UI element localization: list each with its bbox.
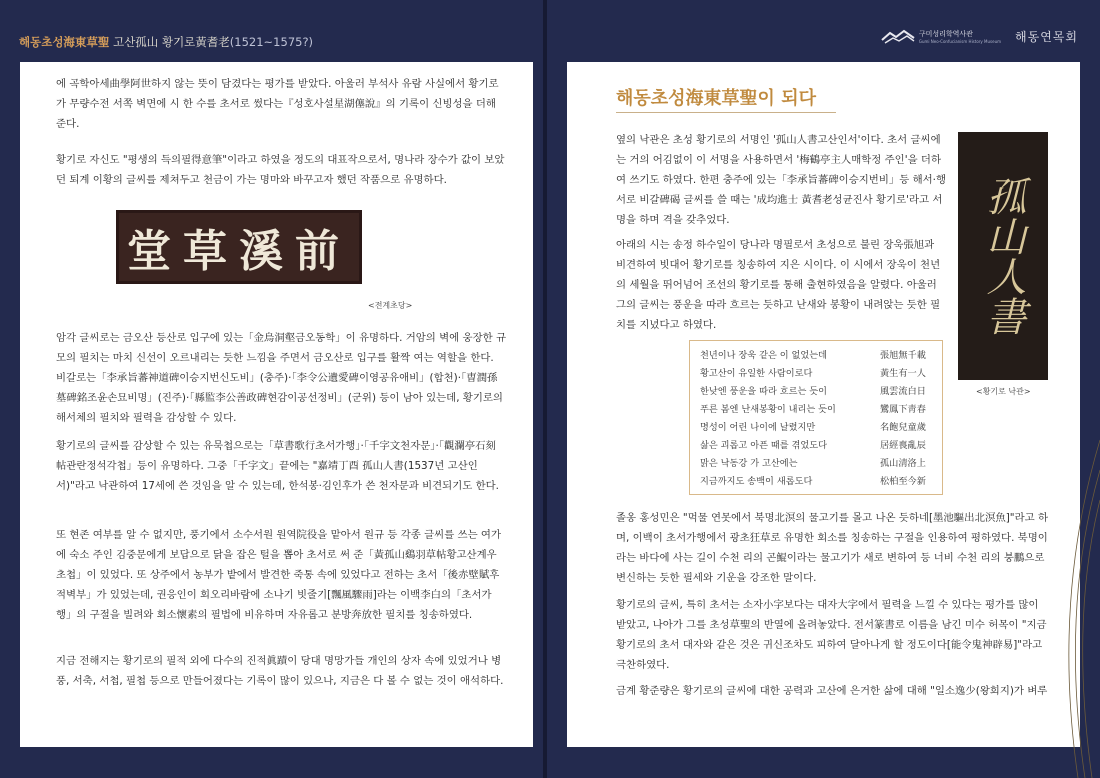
poem-line-hanja: 名飽兒童歲 bbox=[880, 422, 926, 433]
right-text-panel bbox=[567, 62, 1080, 747]
right-header bbox=[547, 0, 1100, 60]
title-underline bbox=[616, 112, 836, 113]
museum-logo bbox=[881, 29, 1001, 45]
poem-line-korean: 지금까지도 송백이 새롭도다 bbox=[700, 476, 813, 487]
poem-line-hanja: 張旭無千載 bbox=[880, 350, 926, 361]
running-title-main: 고산孤山 황기로黃耆老 bbox=[109, 35, 230, 49]
poem-line-hanja: 松柏至今新 bbox=[880, 476, 926, 487]
poem-line bbox=[700, 455, 936, 472]
poem-line-korean: 명성이 어린 나이에 날렸지만 bbox=[700, 422, 816, 433]
seal-caption: <황기로 낙관> bbox=[976, 387, 1031, 396]
poem-line-korean: 천년이나 장욱 같은 이 없었는데 bbox=[700, 350, 828, 361]
section-title: 해동초성海東草聖이 되다 bbox=[616, 88, 816, 109]
poem-line-korean: 한낮엔 풍운을 따라 흐르는 듯이 bbox=[700, 386, 828, 397]
right-paragraph-2: 아래의 시는 송정 하수일이 당나라 명필로서 초성으로 불린 장욱張旭과 비견하여 빗대어 황기로를 칭송하여 지은 시이다. 이 시에서 장욱이 천년의 세월을 뛰어넘어 조선의 황기로를 통해 출현하였음을 알렸다. 아울러 그의 글씨는 풍운을 따라 흐르는 듯하고 난새와 봉황이 내려앉는 듯한 필치를 지녔다고 하였다. bbox=[616, 239, 941, 331]
poem-line-korean: 푸른 봄엔 난새봉황이 내리는 듯이 bbox=[700, 404, 836, 415]
museum-name: 구미성리학역사관 bbox=[918, 29, 973, 38]
running-title bbox=[19, 34, 313, 50]
right-paragraph-4: 황기로의 글씨, 특히 초서는 소자小字보다는 대자大字에서 필력을 느낄 수 있다는 평가를 많이 받았고, 나아가 그를 초성草聖의 반열에 올려놓았다. 전서篆書로 이름을 남긴 미수 허목이 "지금 황기로의 초서 대자와 같은 것은 귀신조차도 피하여 달아나게 할 정도이다[能令鬼神辟易]"라고 극찬하였다. bbox=[616, 599, 1047, 671]
plaque-calligraphy: 堂草溪前 bbox=[127, 226, 351, 277]
left-header bbox=[0, 0, 543, 60]
poem-line-korean: 맑은 낙동강 가 고산에는 bbox=[700, 458, 798, 469]
poem-line bbox=[700, 473, 936, 490]
poem-box bbox=[689, 340, 943, 495]
right-paragraph-3: 졸옹 홍성민은 "먹물 연못에서 북명北溟의 물고기를 몰고 나온 듯하네[墨池驅出北溟魚]"라고 하며, 이백이 초서가행에서 광초狂草로 유명한 회소를 칭송하는 구절을 인용하여 평하였다. 북명이라는 바다에 사는 길이 수천 리의 곤鯤이라는 물고기가 새로 변하여 등 너비 수천 리의 붕鵬으로 변신하는 듯한 필세와 기운을 강조한 말이다. bbox=[616, 512, 1048, 584]
poem-line-korean: 삶은 괴롭고 아픈 때를 겪었도다 bbox=[700, 440, 828, 451]
left-page bbox=[0, 0, 543, 778]
jeongye-chodang-plaque-image bbox=[116, 210, 362, 284]
left-paragraph-4: 황기로의 글씨를 감상할 수 있는 유묵첩으로는「草書歌行초서가행」·「千字文천자문」·「觀瀾亭石刻帖관란정석각첩」등이 유명하다. 그중「千字文」끝에는 "嘉靖丁酉 孤山人書(1537년 고산인서)"라고 낙관하여 17세에 쓴 것임을 알 수 있는데, 한석봉·김인후가 쓴 천자문과 비견되기도 한다. bbox=[56, 440, 499, 492]
plaque-caption: <전계초당> bbox=[368, 301, 413, 310]
poem-line bbox=[700, 419, 936, 436]
left-paragraph-2: 황기로 자신도 "평생의 득의필得意筆"이라고 하였을 정도의 대표작으로서, 명나라 장수가 값이 보았던 퇴계 이황의 글씨를 제쳐두고 천금이 가는 명마와 바꾸고자 했던 작품으로 유명하다. bbox=[56, 154, 505, 186]
poem-line-hanja: 風雲流白日 bbox=[880, 386, 926, 397]
poem-line-hanja: 黃生有一人 bbox=[880, 368, 926, 379]
left-text-panel bbox=[20, 62, 533, 747]
left-paragraph-1: 에 곡학아세曲學阿世하지 않는 뜻이 담겼다는 평가를 받았다. 아울러 부석사 유람 사실에서 황기로가 무량수전 서쪽 벽면에 시 한 수를 초서로 썼다는『성호사설星湖僿說』의 기록이 신빙성을 더해 준다. bbox=[56, 78, 499, 130]
poem-line-hanja: 鸞鳳下靑春 bbox=[880, 404, 926, 415]
running-title-years: (1521~1575?) bbox=[229, 35, 314, 49]
poem-line-hanja: 居經喪亂辰 bbox=[880, 440, 926, 451]
museum-roof-icon bbox=[881, 29, 915, 45]
left-paragraph-5: 또 현존 여부를 알 수 없지만, 풍기에서 소수서원 원역院役을 맡아서 원규 등 각종 글씨를 쓰는 여가에 숙소 주인 김중문에게 보답으로 닭을 잡은 털을 뽑아 초서로 써 준「黃孤山鷄羽草帖황고산계우초첩」이 있었다. 또 상주에서 농부가 밭에서 발견한 죽통 속에 있었다고 전하는 초서「後赤壁賦후적벽부」가 있었는데, 권응인이 회오리바람에 소나기 빗줄기[飄風驟雨]라는 이백李白의「초서가행」의 구절을 빌려와 회소懷素의 필법에 비유하며 자유롭고 분방奔放한 필치를 칭송하였다. bbox=[56, 529, 502, 621]
poem-line bbox=[700, 401, 936, 418]
poem-line-korean: 황고산이 유일한 사람이로다 bbox=[700, 368, 813, 379]
seal-calligraphy: 孤山人書 bbox=[980, 176, 1026, 336]
poem-line bbox=[700, 365, 936, 382]
calligraphy-society-logo: 해동연목회 bbox=[1015, 30, 1078, 44]
poem-line bbox=[700, 347, 936, 364]
right-paragraph-1: 옆의 낙관은 초성 황기로의 서명인 '孤山人書고산인서'이다. 초서 글씨에는 거의 어김없이 이 서명을 사용하면서 '梅鶴亭主人매학정 주인'을 더하여 쓰기도 하였다. 한편 충주에 있는「李承旨蕃碑이승지번비」등 해서·행서로 비갈碑碣 글씨를 쓸 때는 '成均進士 黃耆老성균진사 황기로'라고 서명을 하며 격을 갖추었다. bbox=[616, 134, 947, 226]
right-paragraph-5: 금계 황준량은 황기로의 글씨에 대한 공력과 고산에 은거한 삶에 대해 "일소逸少(왕희지)가 벼루 bbox=[616, 685, 1048, 697]
museum-subtitle: Gumi Neo-Confucianism History Museum bbox=[918, 38, 1002, 44]
left-paragraph-3: 암각 글씨로는 금오산 등산로 입구에 있는「金烏洞壑금오동학」이 유명하다. 거암의 벽에 웅장한 규모의 필치는 마치 신선이 오르내리는 듯한 느낌을 주면서 금오산로 입구를 활짝 여는 역할을 한다. 비갈로는「李承旨蕃神道碑이승지번신도비」(충주)·「李令公遺愛碑이영공유애비」(합천)·「曺潤孫墓碑銘조윤손묘비명」(진주)·「縣監李公善政碑현감이공선정비」(군위) 등이 남아 있는데, 황기로의 해서체의 필치와 필력을 감상할 수 있다. bbox=[56, 332, 506, 424]
left-paragraph-6: 지금 전해지는 황기로의 필적 외에 다수의 진적眞蹟이 당대 명망가들 개인의 상자 속에 있었거나 병풍, 서축, 서첩, 필첩 등으로 만들어졌다는 기록이 많이 있으나, 지금은 다 볼 수 없는 것이 애석하다. bbox=[56, 655, 504, 687]
running-title-gold: 해동초성海東草聖 bbox=[19, 35, 110, 49]
right-page bbox=[547, 0, 1100, 778]
poem-line bbox=[700, 437, 936, 454]
poem-line-hanja: 孤山淸洛上 bbox=[880, 458, 926, 469]
decorative-gold-curves bbox=[1030, 0, 1100, 778]
poem-line bbox=[700, 383, 936, 400]
